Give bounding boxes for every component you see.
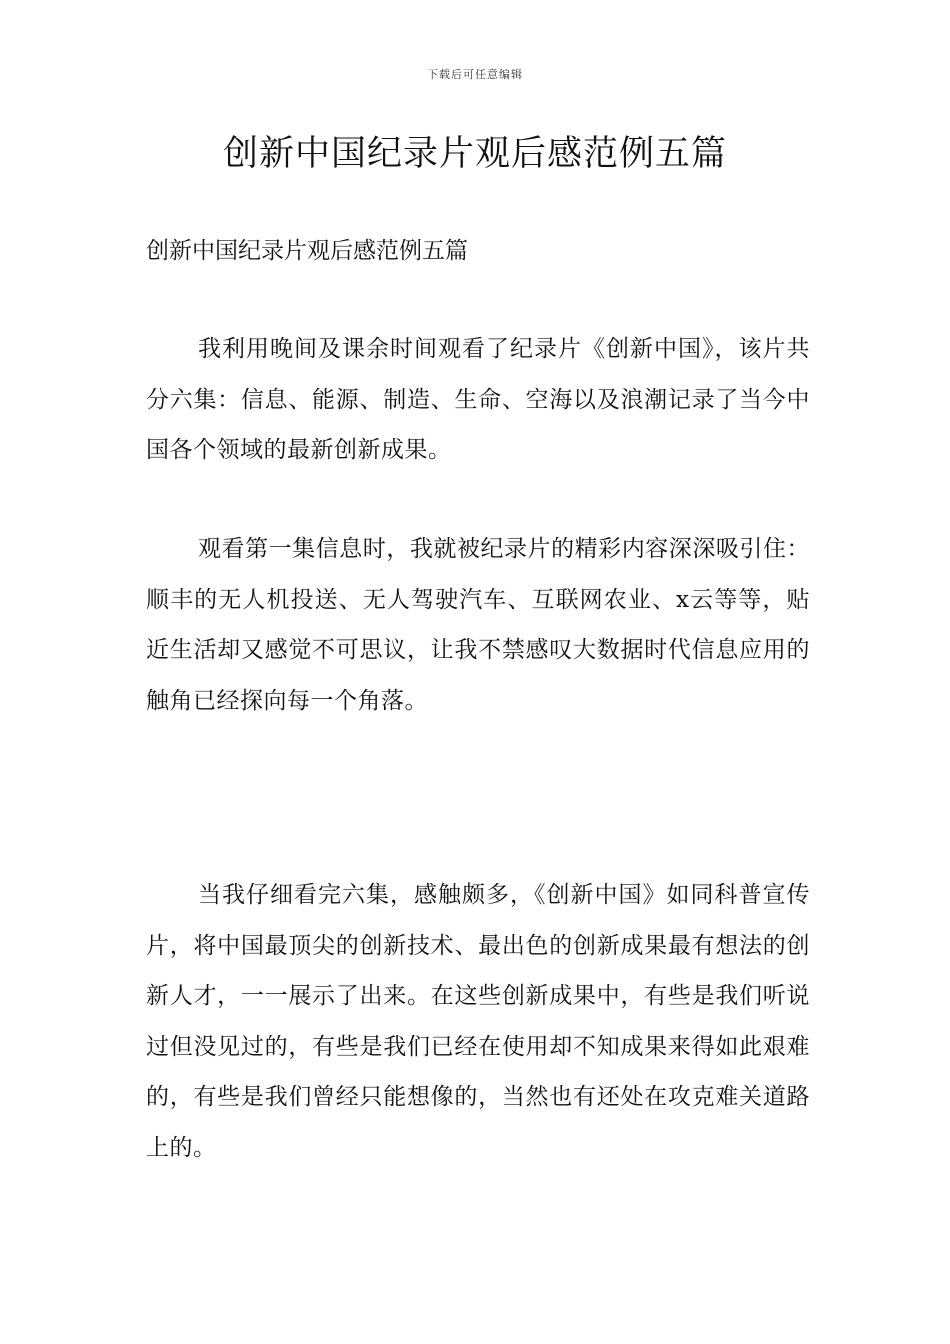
document-subtitle: 创新中国纪录片观后感范例五篇 <box>146 238 468 264</box>
paragraph-3: 当我仔细看完六集，感触颇多，《创新中国》如同科普宣传片，将中国最顶尖的创新技术、最出色的创新成果最有想法的创新人才，一一展示了出来。在这些创新成果中，有些是我们听说过但没见过的，有些是我们已经在使用却不知成果来得如此艰难的，有些是我们曾经只能想像的，当然也有还处在攻克难关道路上的。 <box>146 882 810 1161</box>
paragraph-1: 我利用晚间及课余时间观看了纪录片《创新中国》，该片共分六集：信息、能源、制造、生命、空海以及浪潮记录了当今中国各个领域的最新创新成果。 <box>146 336 810 463</box>
paragraph-2: 观看第一集信息时，我就被纪录片的精彩内容深深吸引住：顺丰的无人机投送、无人驾驶汽车、互联网农业、x云等等，贴近生活却又感觉不可思议，让我不禁感叹大数据时代信息应用的触角已经探向每一个角落。 <box>146 536 810 714</box>
document-title: 创新中国纪录片观后感范例五篇 <box>222 134 727 174</box>
header-note: 下载后可任意编辑 <box>427 68 523 81</box>
